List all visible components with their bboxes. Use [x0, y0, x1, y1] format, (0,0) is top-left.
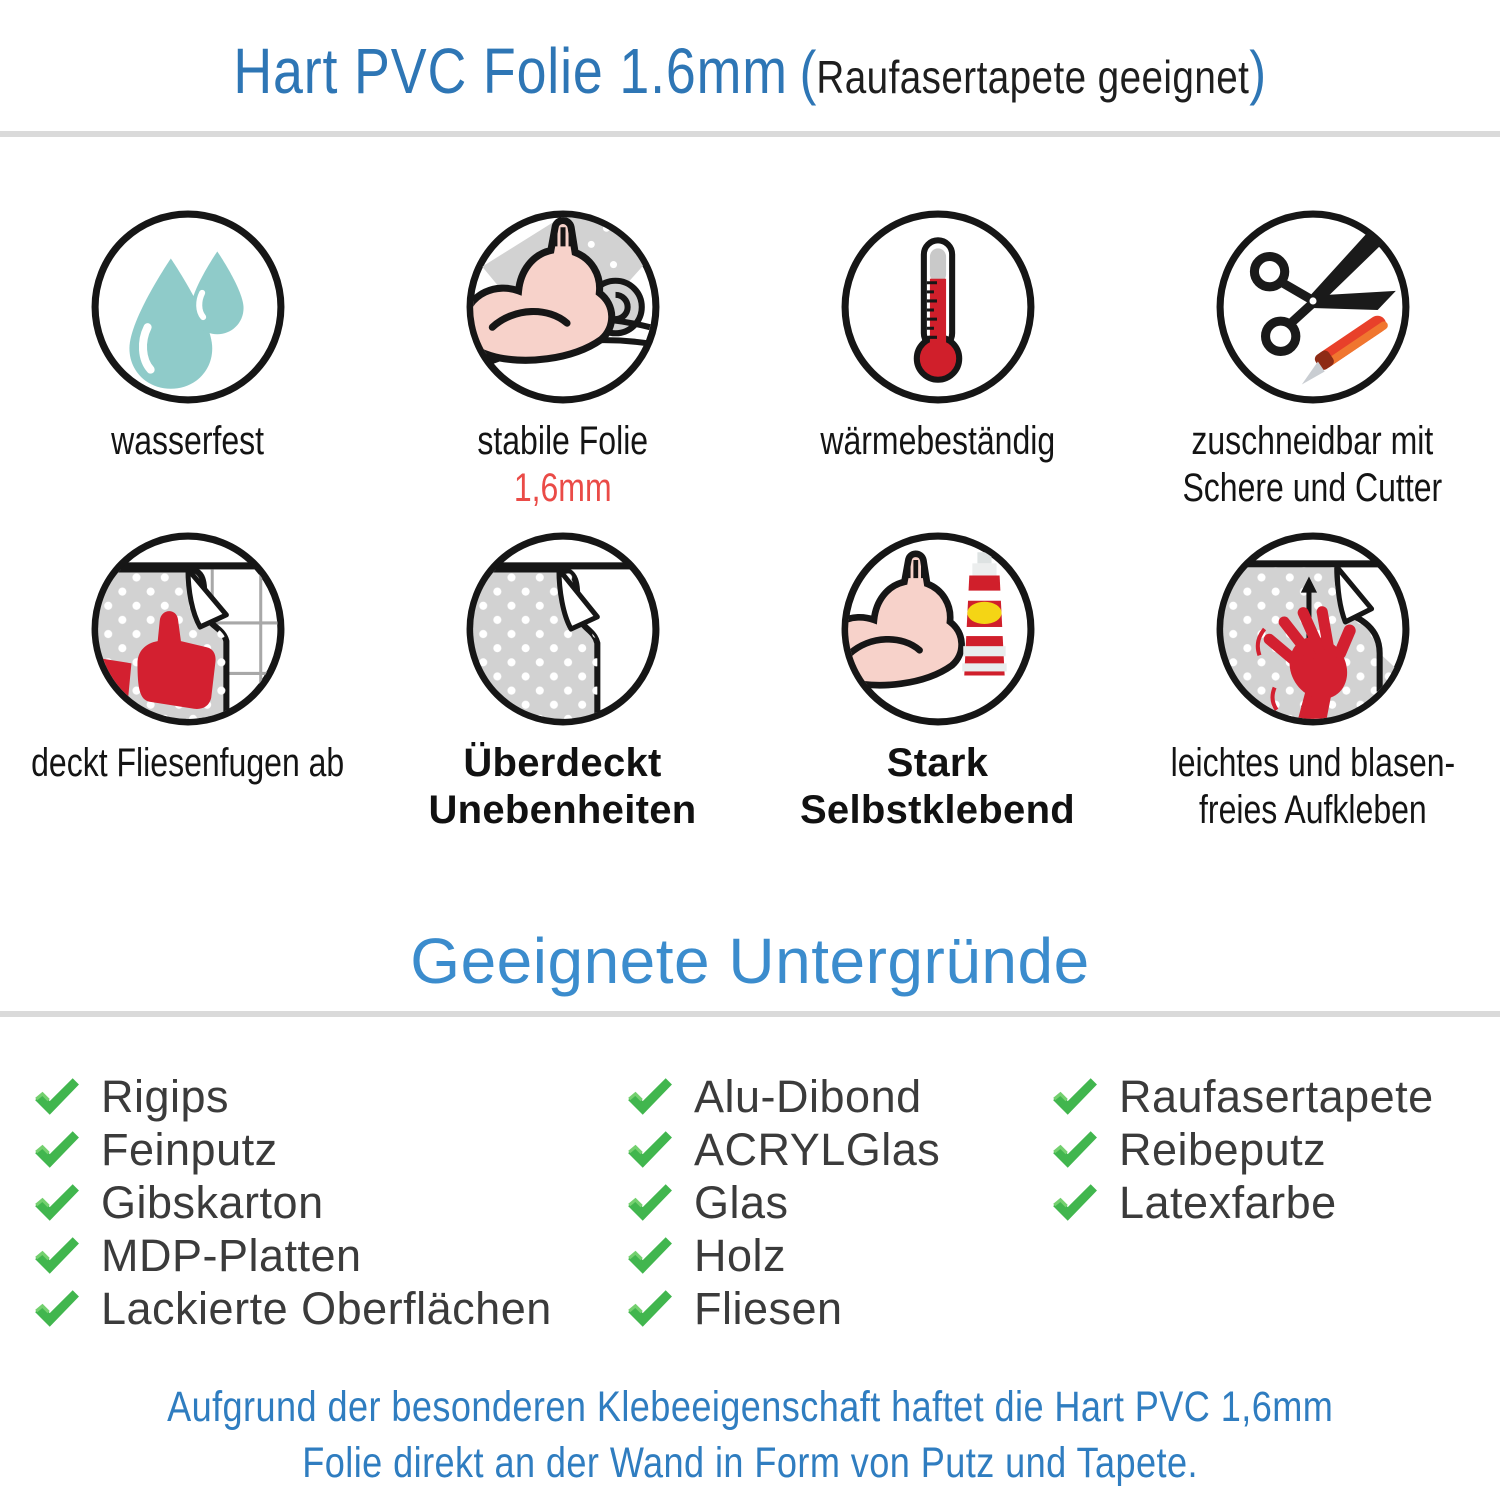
check-icon: [32, 1289, 80, 1329]
divider-top: [0, 131, 1500, 137]
surface-item: Reibeputz: [1050, 1123, 1434, 1176]
surface-item: ACRYLGlas: [625, 1123, 940, 1176]
foil-peel-icon: [462, 528, 664, 730]
footer-line: Aufgrund der besonderen Klebeeigenschaft haftet die Hart PVC 1,6mm: [166, 1383, 1334, 1431]
check-icon: [1050, 1077, 1098, 1117]
title-main: Hart PVC Folie 1.6mm: [233, 35, 789, 107]
feature-wasserfest: [0, 206, 375, 465]
feature-selbstklebend: [750, 528, 1125, 834]
check-icon: [625, 1289, 673, 1329]
divider-middle: [0, 1011, 1500, 1017]
surfaces-column-3: [1050, 1070, 1434, 1229]
footer-note: [0, 1384, 1500, 1496]
feature-stabile-folie: [375, 206, 750, 512]
page-title: [0, 34, 1500, 108]
feature-zuschneidbar: [1125, 206, 1500, 512]
check-icon: [32, 1236, 80, 1276]
page-title-text: [234, 34, 1267, 108]
feature-label: zuschneidbar mit Schere und Cutter: [1182, 419, 1443, 510]
feature-label: wärmebeständig: [820, 419, 1055, 463]
feature-label: Überdeckt Unebenheiten: [428, 741, 697, 832]
feature-label: Stark Selbstklebend: [799, 741, 1076, 832]
surface-item: Alu-Dibond: [625, 1070, 940, 1123]
feature-label: stabile Folie 1,6mm: [477, 419, 648, 510]
check-icon: [625, 1183, 673, 1223]
scissors-cutter-icon: [1212, 206, 1414, 408]
check-icon: [625, 1236, 673, 1276]
surface-item: MDP-Platten: [32, 1229, 552, 1282]
thermometer-icon: [837, 206, 1039, 408]
surface-item: Fliesen: [625, 1282, 940, 1335]
feature-fliesenfugen: [0, 528, 375, 787]
surface-item: Gibskarton: [32, 1176, 552, 1229]
surface-item: Lackierte Oberflächen: [32, 1282, 552, 1335]
thickness-value: 1,6mm: [513, 466, 612, 510]
feature-aufkleben: [1125, 528, 1500, 834]
surface-item: Feinputz: [32, 1123, 552, 1176]
check-icon: [32, 1077, 80, 1117]
check-icon: [625, 1077, 673, 1117]
check-icon: [1050, 1130, 1098, 1170]
feature-waermebestaendig: [750, 206, 1125, 465]
hand-smoothing-icon: [1212, 528, 1414, 730]
title-paren-open: (: [799, 39, 817, 106]
check-icon: [625, 1130, 673, 1170]
surface-item: Raufasertapete: [1050, 1070, 1434, 1123]
footer-line: Folie direkt an der Wand in Form von Putz und Tapete.: [302, 1439, 1198, 1487]
surface-item: Rigips: [32, 1070, 552, 1123]
muscle-foil-icon: [462, 206, 664, 408]
surface-item: Latexfarbe: [1050, 1176, 1434, 1229]
title-paren-close: ): [1249, 39, 1267, 106]
thumb-up-tiles-icon: [87, 528, 289, 730]
surfaces-column-2: [625, 1070, 940, 1335]
feature-unebenheiten: [375, 528, 750, 834]
surface-item: Glas: [625, 1176, 940, 1229]
water-drops-icon: [87, 206, 289, 408]
feature-label: leichtes und blasen- freies Aufkleben: [1170, 741, 1455, 832]
check-icon: [1050, 1183, 1098, 1223]
section-title-untergruende: Geeignete Untergründe: [410, 925, 1090, 997]
surface-item: Holz: [625, 1229, 940, 1282]
surfaces-column-1: [32, 1070, 552, 1335]
feature-label: wasserfest: [111, 419, 264, 463]
title-note: Raufasertapete geeignet: [816, 51, 1250, 103]
check-icon: [32, 1183, 80, 1223]
feature-label: deckt Fliesenfugen ab: [30, 741, 345, 785]
check-icon: [32, 1130, 80, 1170]
muscle-glue-icon: [837, 528, 1039, 730]
